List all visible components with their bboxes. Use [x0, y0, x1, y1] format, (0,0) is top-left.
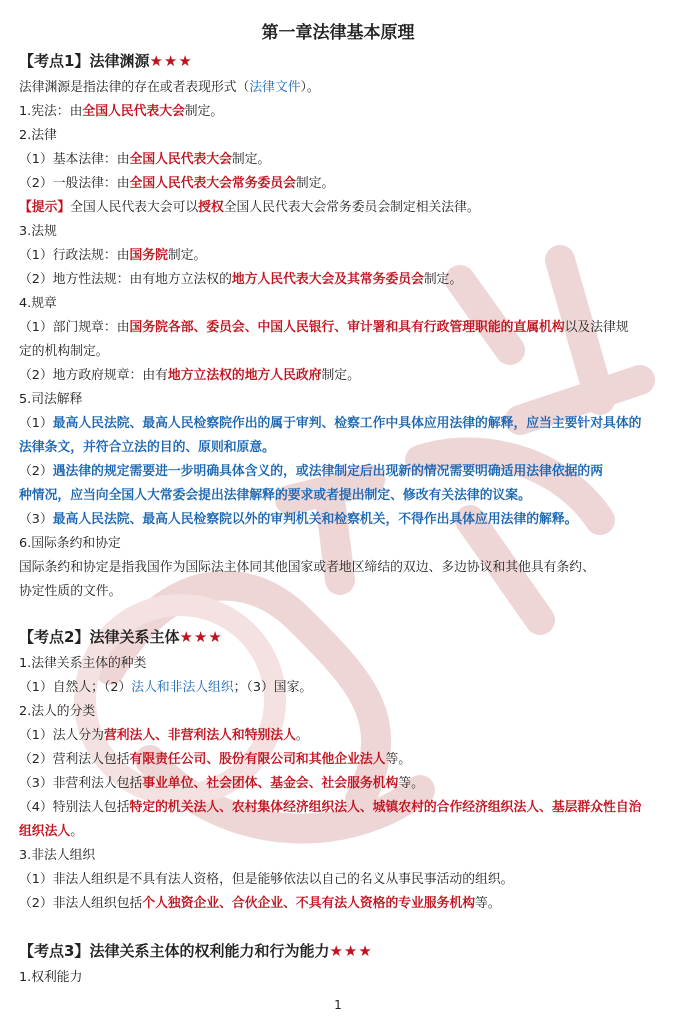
subheading: 3.法规	[19, 224, 57, 239]
paragraph: （2）非法人组织包括个人独资企业、合伙企业、不具有法人资格的专业服务机构等。	[19, 896, 501, 911]
subheading: 4.规章	[19, 296, 57, 311]
subheading: 3.非法人组织	[19, 848, 96, 863]
paragraph: 定的机构制定。	[19, 344, 109, 359]
subheading: 2.法律	[19, 128, 57, 143]
subheading: 5.司法解释	[19, 392, 83, 407]
tip-paragraph: 【提示】全国人民代表大会可以授权全国人民代表大会常务委员会制定相关法律。	[19, 200, 480, 215]
section-tag: 【考点1】	[19, 52, 90, 70]
paragraph: （2）地方性法规：由有地方立法权的地方人民代表大会及其常务委员会制定。	[19, 272, 463, 287]
paragraph: 法律渊源是指法律的存在或者表现形式（法律文件）。	[19, 80, 320, 95]
paragraph: （1）自然人；（2）法人和非法人组织；（3）国家。	[19, 680, 313, 695]
paragraph: （2）地方政府规章：由有地方立法权的地方人民政府制定。	[19, 368, 360, 383]
page-title: 第一章法律基本原理	[261, 23, 415, 43]
paragraph: 种情况，应当向全国人大常委会提出法律解释的要求或者提出制定、修改有关法律的议案。	[19, 488, 531, 503]
section-title: 法律关系主体的权利能力和行为能力	[89, 942, 330, 960]
paragraph: （2）遇法律的规定需要进一步明确具体含义的，或法律制定后出现新的情况需要明确适用法律依据的两	[19, 464, 604, 479]
paragraph: 国际条约和协定是指我国作为国际法主体同其他国家或者地区缔结的双边、多边协议和其他具有条约、	[19, 560, 595, 575]
section-title: 法律渊源	[89, 52, 150, 70]
subheading: 6.国际条约和协定	[19, 536, 121, 551]
star-icon: ★★★	[149, 52, 193, 70]
paragraph: （3）非营利法人包括事业单位、社会团体、基金会、社会服务机构等。	[19, 776, 424, 791]
paragraph: （2）营利法人包括有限责任公司、股份有限公司和其他企业法人等。	[19, 752, 412, 767]
section-title: 法律关系主体	[89, 628, 180, 646]
tip-tag: 【提示】	[19, 200, 71, 215]
paragraph: （2）一般法律：由全国人民代表大会常务委员会制定。	[19, 176, 335, 191]
paragraph: （1）行政法规：由国务院制定。	[19, 248, 207, 263]
star-icon: ★★★	[179, 628, 223, 646]
paragraph: （1）部门规章：由国务院各部、委员会、中国人民银行、审计署和具有行政管理职能的直属机构以及法律规	[19, 320, 629, 335]
paragraph: 1.宪法：由全国人民代表大会制定。	[19, 104, 224, 119]
paragraph: 协定性质的文件。	[19, 584, 122, 599]
section-2-heading	[19, 628, 223, 646]
paragraph: （1）基本法律：由全国人民代表大会制定。	[19, 152, 271, 167]
paragraph: （1）非法人组织是不具有法人资格，但是能够依法以自己的名义从事民事活动的组织。	[19, 872, 514, 887]
paragraph: （1）最高人民法院、最高人民检察院作出的属于审判、检察工作中具体应用法律的解释，应当主要针对具体的	[19, 416, 642, 431]
paragraph: （1）法人分为营利法人、非营利法人和特别法人。	[19, 728, 309, 743]
section-3-heading	[19, 942, 373, 960]
section-tag: 【考点3】	[19, 942, 90, 960]
subheading: 1.法律关系主体的种类	[19, 656, 147, 671]
paragraph: 组织法人。	[19, 824, 83, 839]
section-tag: 【考点2】	[19, 628, 90, 646]
paragraph: 法律条文，并符合立法的目的、原则和原意。	[19, 440, 275, 455]
page-number: 1	[334, 998, 342, 1012]
section-1-heading	[19, 52, 193, 70]
paragraph: （3）最高人民法院、最高人民检察院以外的审判机关和检察机关，不得作出具体应用法律的解释。	[19, 512, 578, 527]
star-icon: ★★★	[329, 942, 373, 960]
paragraph: （4）特别法人包括特定的机关法人、农村集体经济组织法人、城镇农村的合作经济组织法人、基层群众性自治	[19, 800, 642, 815]
subheading: 1.权利能力	[19, 970, 83, 985]
subheading: 2.法人的分类	[19, 704, 96, 719]
